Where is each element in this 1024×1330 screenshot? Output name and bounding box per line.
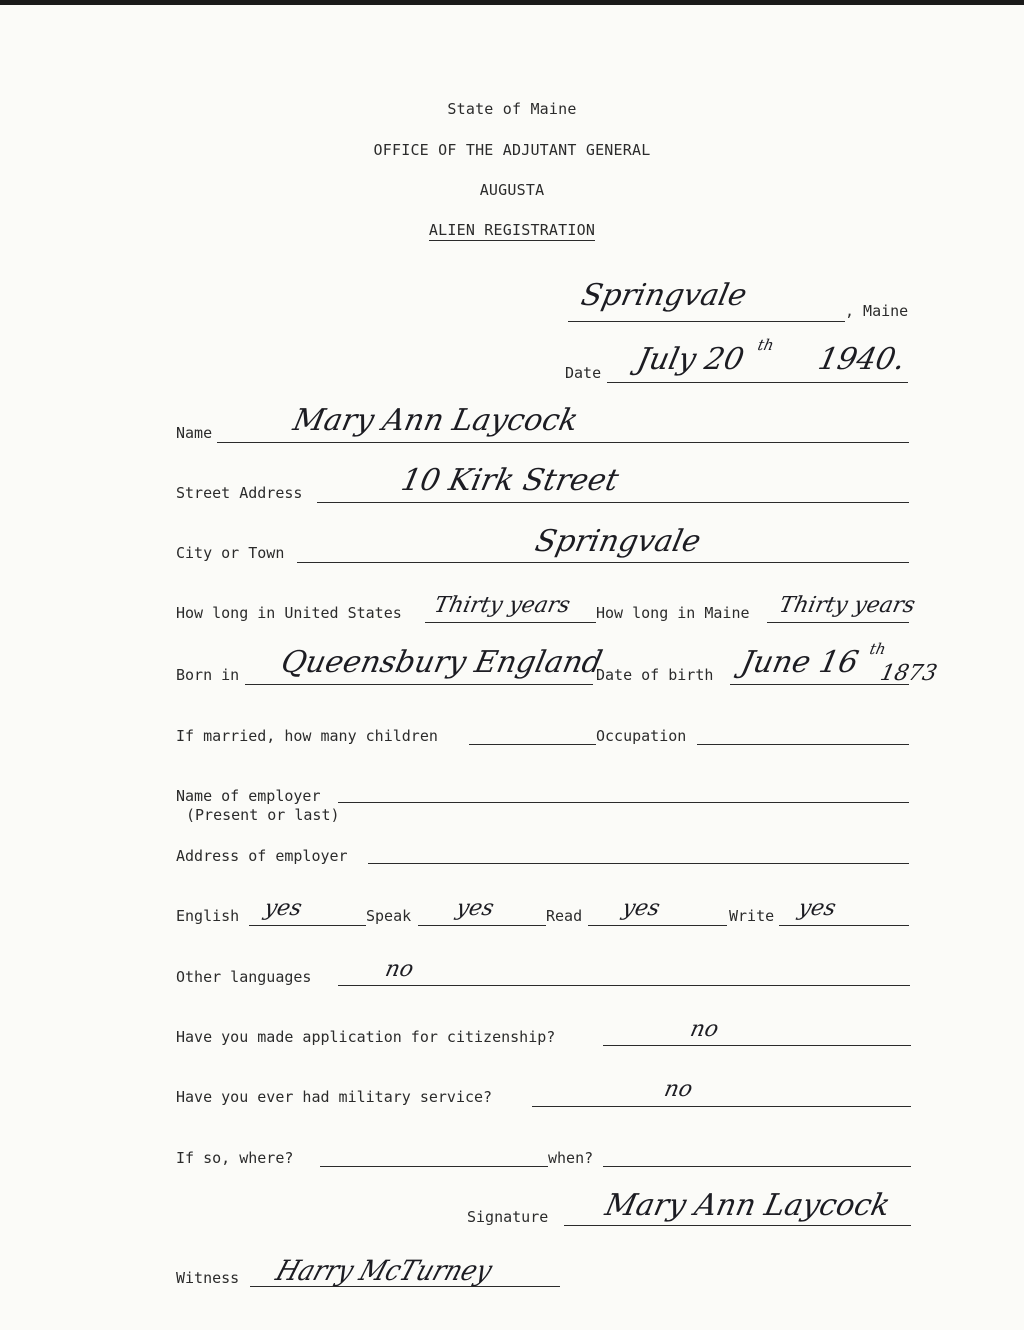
date-label: Date [565, 364, 602, 382]
employer-address-line [368, 863, 909, 864]
scan-top-edge [0, 0, 1024, 5]
city-heading: AUGUSTA [479, 181, 545, 199]
witness-label: Witness [176, 1269, 240, 1287]
citizenship-line [603, 1045, 911, 1046]
other-languages-entry: no [383, 957, 416, 982]
citizenship-label: Have you made application for citizenship? [176, 1028, 556, 1046]
english-line [249, 925, 366, 926]
when-line [603, 1166, 911, 1167]
town-line [568, 321, 845, 322]
how-long-maine-label: How long in Maine [596, 604, 750, 622]
how-long-us-label: How long in United States [176, 604, 402, 622]
children-line [469, 744, 596, 745]
military-line [532, 1106, 911, 1107]
occupation-label: Occupation [596, 727, 687, 745]
maine-label: , Maine [845, 302, 909, 320]
town-entry: Springvale [578, 278, 750, 313]
employer-note: (Present or last) [186, 806, 340, 824]
where-line [320, 1166, 548, 1167]
employer-label: Name of employer [176, 787, 321, 805]
employer-line [338, 802, 909, 803]
city-town-label: City or Town [176, 544, 285, 562]
name-entry: Mary Ann Laycock [290, 403, 582, 438]
city-town-line [297, 562, 909, 563]
name-label: Name [176, 424, 213, 442]
name-line [217, 442, 909, 443]
how-long-maine-line [767, 622, 909, 623]
signature-label: Signature [467, 1208, 549, 1226]
employer-address-label: Address of employer [176, 847, 348, 865]
english-label: English [176, 907, 240, 925]
date-line [607, 382, 908, 383]
signature-entry: Mary Ann Laycock [602, 1188, 894, 1223]
speak-label: Speak [366, 907, 412, 925]
english-entry: yes [262, 896, 305, 921]
form-title: ALIEN REGISTRATION [428, 221, 596, 239]
date-of-birth-entry: June 16 [738, 645, 862, 680]
office-heading: OFFICE OF THE ADJUTANT GENERAL [373, 141, 651, 159]
write-line [779, 925, 909, 926]
date-of-birth-label: Date of birth [596, 666, 714, 684]
military-entry: no [662, 1077, 695, 1102]
signature-line [564, 1225, 911, 1226]
children-label: If married, how many children [176, 727, 438, 745]
how-long-maine-entry: Thirty years [777, 593, 918, 618]
date-year: 1940. [815, 342, 909, 377]
military-label: Have you ever had military service? [176, 1088, 493, 1106]
dob-year: 1873 [878, 661, 940, 686]
born-in-label: Born in [176, 666, 240, 684]
date-suffix: th [756, 336, 776, 354]
city-town-entry: Springvale [532, 524, 704, 559]
how-long-us-entry: Thirty years [432, 593, 573, 618]
occupation-line [697, 744, 909, 745]
other-languages-line [338, 985, 910, 986]
dob-suffix: th [868, 640, 888, 658]
other-languages-label: Other languages [176, 968, 312, 986]
born-in-entry: Queensbury England [278, 645, 606, 680]
witness-signature: Harry McTurney [272, 1254, 497, 1287]
street-address-label: Street Address [176, 484, 303, 502]
when-label: when? [548, 1149, 594, 1167]
read-label: Read [546, 907, 583, 925]
state-heading: State of Maine [447, 100, 577, 118]
how-long-us-line [425, 622, 596, 623]
write-label: Write [729, 907, 775, 925]
date-entry: July 20 [634, 342, 748, 377]
street-address-line [317, 502, 909, 503]
street-address-entry: 10 Kirk Street [398, 463, 622, 498]
if-so-where-label: If so, where? [176, 1149, 294, 1167]
born-in-line [245, 684, 593, 685]
citizenship-entry: no [688, 1017, 721, 1042]
speak-line [418, 925, 546, 926]
speak-entry: yes [454, 896, 497, 921]
read-line [588, 925, 727, 926]
write-entry: yes [796, 896, 839, 921]
read-entry: yes [620, 896, 663, 921]
